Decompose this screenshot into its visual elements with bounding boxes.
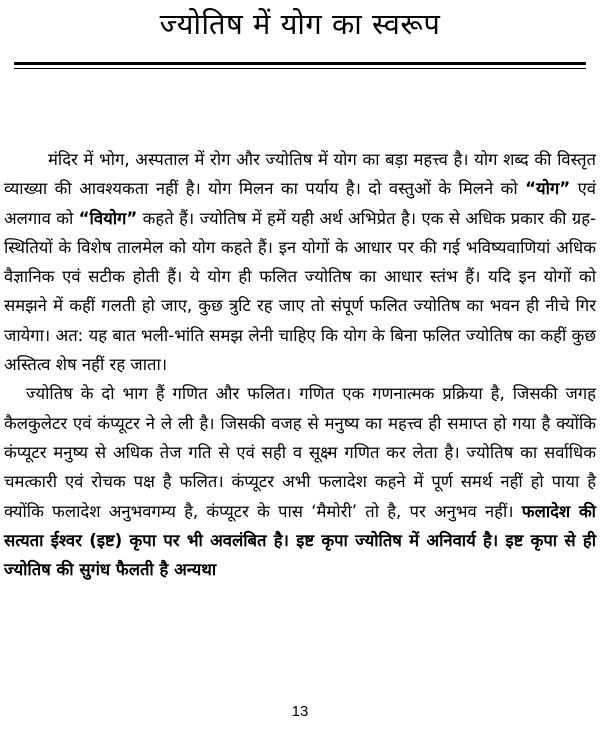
paragraph-2-text: ज्योतिष के दो भाग हैं गणित और फलित। गणित एक गणनात्मक प्रक्रिया है, जिसकी जगह कैलकुलेटर एवं कंप्यूटर ने ले ली है। जिसकी वजह से मनुष्य का महत्त्व ही समाप्त हो गया है क्योंकि कंप्यूटर मनुष्य से अधिक तेज गति से एवं सही व सूक्ष्म गणित कर लेता है। ज्योतिष का सर्वाधिक चमत्कारी एवं रोचक पक्ष है फलित। कंप्यूटर अभी फलादेश कहने में पूर्ण समर्थ नहीं हो पाया है क्योंकि फलादेश अनुभवगम्य है, कंप्यूटर के पास ‘मैमोरी’ तो है, पर अनुभव नहीं। [4,384,596,521]
paragraph-1 [4,145,596,379]
paragraph-2 [4,379,596,584]
paragraph-1-text-c: कहते हैं। ज्योतिष में हमें यही अर्थ अभिप्रेत है। एक से अधिक प्रकार की ग्रह-स्थितियों के विशेष तालमेल को योग कहते हैं। इन योगों के आधार पर की गई भविष्यवाणियां अधिक वैज्ञानिक एवं सटीक होती हैं। ये योग ही फलित ज्योतिष का आधार स्तंभ हैं। यदि इन योगों को समझने में कहीं गलती हो जाए, कुछ त्रुटि रह जाए तो संपूर्ण फलित ज्योतिष का भवन ही नीचे गिर जायेगा। अत: यह बात भली-भांति समझ लेनी चाहिए कि योग के बिना फलित ज्योतिष का कहीं कुछ अस्तित्व शेष नहीं रह जाता। [4,208,596,375]
paragraph-1-text-b: एवं अलगाव को [4,179,596,228]
paragraph-1-bold-viyog: “वियोग” [78,208,138,228]
chapter-title: ज्योतिष में योग का स्वरूप [159,7,441,41]
title-rule-thick [14,62,586,65]
title-rule-thin [14,68,586,69]
page-number: 13 [291,703,309,720]
paragraph-1-bold-yog: “योग” [525,179,571,199]
body-text [4,145,596,584]
paragraph-1-text-a: मंदिर में भोग, अस्पताल में रोग और ज्योतिष में योग का बड़ा महत्त्व है। योग शब्द की विस्तृत व्याख्या की आवश्यकता नहीं है। योग मिलन का पर्याय है। दो वस्तुओं के मिलने को [4,150,596,199]
paragraph-2-bold-text: फलादेश की सत्यता ईश्वर (इष्ट) कृपा पर भी अवलंबित है। इष्ट कृपा ज्योतिष में अनिवार्य है। इष्ट कृपा से ही ज्योतिष की सुगंध फैलती है अन्यथा [4,501,596,580]
